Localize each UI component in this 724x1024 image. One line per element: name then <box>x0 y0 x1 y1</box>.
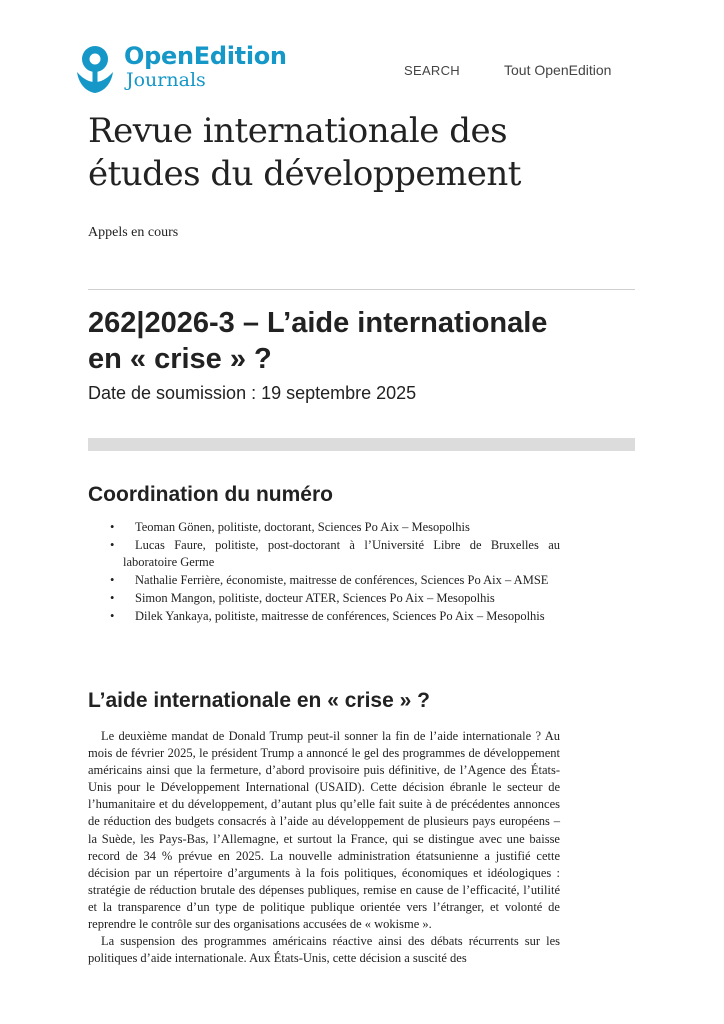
coordinator-text: Nathalie Ferrière, économiste, maitresse de conférences, Sciences Po Aix – AMSE <box>135 573 549 587</box>
issue-title <box>88 305 648 377</box>
paragraph: Le deuxième mandat de Donald Trump peut-il sonner la fin de l’aide internationale ? Au mois de février 2025, le président Trump a annoncé le gel des programmes de développement américains ainsi que la fermeture, d’abord provisoire puis définitive, de l’Agence des États-Unis pour le Développement International (USAID). Cette décision ébranle le secteur de l’humanitaire et du développement, d’autant plus qu’elle fait suite à de précédentes annonces de réduction des budgets consacrés à l’aide au développement de plusieurs pays européens – la Suède, les Pays-Bas, l’Allemagne, et surtout la France, qui se distingue avec une baisse record de 34 % prévue en 2025. La nouvelle administration étatsunienne a justifié cette décision par un répertoire d’arguments à la fois politiques, économiques et idéologiques : stratégie de réduction brutale des dépenses publiques, remise en cause de l’efficacité, l’utilité et la transparence d’un type de politique publique orientée vers l’étranger, et volonté de reprendre le contrôle sur des organisations accusées de « wokisme ». <box>88 729 560 932</box>
bullet-icon: • <box>110 573 115 587</box>
search-link[interactable]: SEARCH <box>404 63 460 78</box>
site-header <box>70 42 650 102</box>
logo-wordmark-journals: Journals <box>126 69 206 91</box>
bullet-icon: • <box>110 520 115 534</box>
submission-date: Date de soumission : 19 septembre 2025 <box>88 383 417 403</box>
separator-bar <box>88 438 635 451</box>
journal-title-line-2: études du développement <box>88 154 521 194</box>
coordinator-text: Lucas Faure, politiste, post-doctorant à l’Université Libre de Bruxelles au laboratoire Germe <box>123 538 560 569</box>
journal-title-line-1: Revue internationale des <box>88 111 508 151</box>
paragraph: La suspension des programmes américains réactive ainsi des débats récurrents sur les politiques d’aide internationale. Aux États-Unis, cette décision a suscité des <box>88 934 560 966</box>
issue-title-line-2: en « crise » ? <box>88 343 272 375</box>
rubric-link[interactable]: Appels en cours <box>88 225 179 240</box>
bullet-icon: • <box>110 538 115 552</box>
coordinator-text: Simon Mangon, politiste, docteur ATER, Sciences Po Aix – Mesopolhis <box>135 591 495 605</box>
journal-title[interactable] <box>88 110 648 196</box>
openedition-journals-logo[interactable] <box>70 42 310 102</box>
list-item <box>88 537 560 571</box>
section-heading: L’aide internationale en « crise » ? <box>88 689 430 712</box>
list-item <box>88 590 560 607</box>
bullet-icon: • <box>110 591 115 605</box>
tout-openedition-link[interactable]: Tout OpenEdition <box>504 62 612 78</box>
list-item <box>88 519 560 536</box>
coordinator-text: Teoman Gönen, politiste, doctorant, Sciences Po Aix – Mesopolhis <box>135 520 470 534</box>
list-item <box>88 572 560 589</box>
coordinator-text: Dilek Yankaya, politiste, maitresse de conférences, Sciences Po Aix – Mesopolhis <box>135 609 545 623</box>
openedition-flower-icon <box>70 42 120 96</box>
issue-title-line-1: 262|2026-3 – L’aide internationale <box>88 307 548 339</box>
coordinators-list <box>88 519 560 626</box>
coordination-heading: Coordination du numéro <box>88 483 333 506</box>
divider <box>88 289 635 290</box>
body-text <box>88 728 560 967</box>
list-item <box>88 608 560 625</box>
logo-wordmark-openedition: OpenEdition <box>124 42 287 70</box>
bullet-icon: • <box>110 609 115 623</box>
